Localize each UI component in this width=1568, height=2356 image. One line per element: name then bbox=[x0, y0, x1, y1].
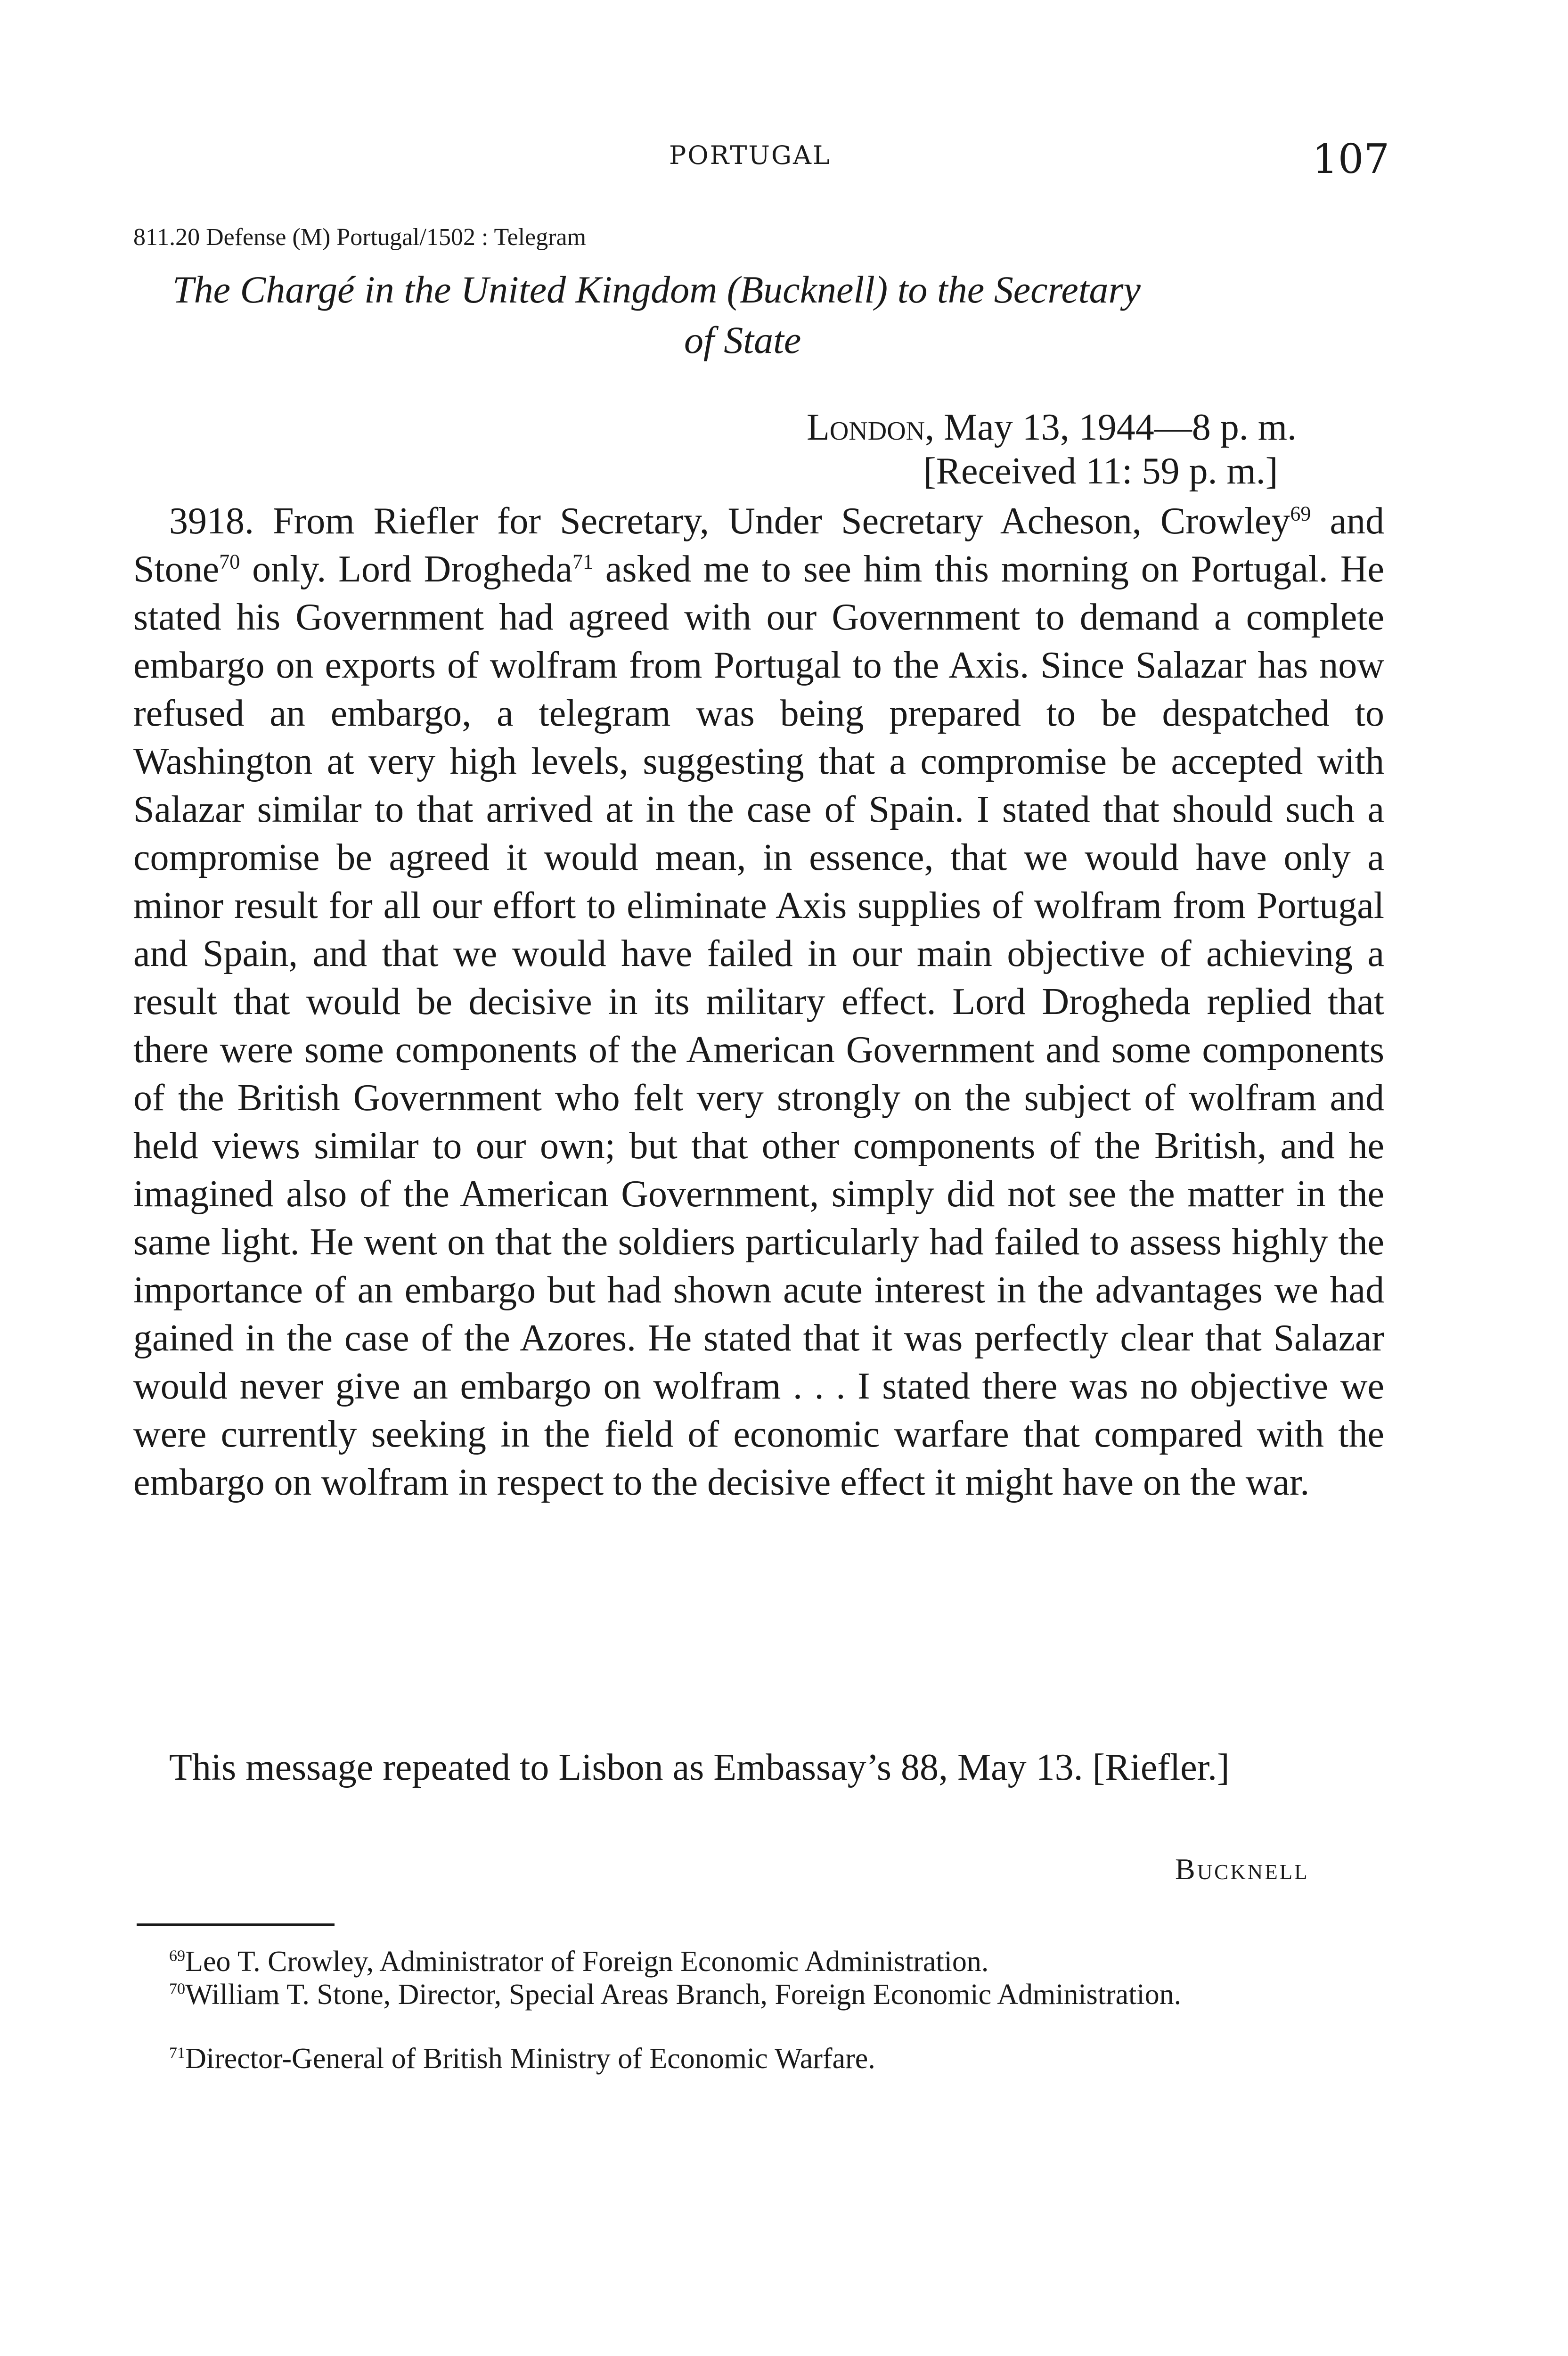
para1-part-c: only. Lord Drogheda bbox=[240, 548, 572, 590]
footnote-69 bbox=[133, 1946, 1384, 1977]
footnote-71 bbox=[133, 2043, 1384, 2074]
signature: Bucknell bbox=[1175, 1852, 1309, 1886]
file-reference: 811.20 Defense (M) Portugal/1502 : Telegram bbox=[133, 224, 587, 251]
para1-part-d: asked me to see him this morning on Portugal. He stated his Government had agreed with our Government to demand a complete embargo on exports of wolfram from Portugal to the Axis. Since Salazar has now refused an embargo, a telegram was being prepared to be despatched to Washington at very high levels, suggesting that a compromise be accepted with Salazar similar to that arrived at in the case of Spain. I stated that should such a compromise be agreed it would mean, in essence, that we would have only a minor result for all our effort to eliminate Axis supplies of wolfram from Portugal and Spain, and that we would have failed in our main objective of achieving a result that would be decisive in its military effect. Lord Drogheda replied that there were some components of the American Government and some components of the British Government who felt very strongly on the subject of wolfram and held views similar to our own; but that other components of the British, and he imagined also of the American Government, simply did not see the matter in the same light. He went on that the soldiers particularly had failed to assess highly the importance of an embargo but had shown acute interest in the advantages we had gained in the case of the Azores. He stated that it was perfectly clear that Salazar would never give an embargo on wolfram . . . I stated there was no objective we were currently seeking in the field of economic warfare that compared with the embargo on wolfram in respect to the decisive effect it might have on the war. bbox=[133, 548, 1385, 1503]
footnote-ref-70: 70 bbox=[219, 550, 240, 573]
document-heading-line-1: The Chargé in the United Kingdom (Bucknell) to the Secretary bbox=[172, 268, 1141, 311]
page-number: 107 bbox=[1312, 136, 1390, 183]
footnote-text: William T. Stone, Director, Special Areas Branch, Foreign Economic Administration. bbox=[185, 1979, 1182, 2011]
footnote-text: Director-General of British Ministry of Economic Warfare. bbox=[185, 2043, 875, 2075]
received-line: [Received 11: 59 p. m.] bbox=[923, 450, 1278, 492]
footnote-divider bbox=[137, 1923, 335, 1926]
running-head: PORTUGAL bbox=[669, 140, 831, 170]
footnote-number: 69 bbox=[169, 1947, 186, 1965]
para1-part-b: and Stone bbox=[133, 500, 1384, 590]
dateline-place: London bbox=[807, 407, 925, 448]
footnote-text: Leo T. Crowley, Administrator of Foreign Economic Administration. bbox=[185, 1946, 989, 1978]
footnote-number: 70 bbox=[169, 1980, 186, 1998]
footnote-70 bbox=[133, 1979, 1384, 2010]
footnote-number: 71 bbox=[169, 2044, 186, 2062]
footnote-ref-69: 69 bbox=[1290, 502, 1311, 525]
footnote-ref-71: 71 bbox=[572, 550, 593, 573]
dateline bbox=[807, 406, 1297, 449]
body-paragraph-1 bbox=[133, 497, 1384, 1506]
para1-part-a: 3918. From Riefler for Secretary, Under Secretary Acheson, Crowley bbox=[169, 500, 1290, 542]
dateline-date: , May 13, 1944—8 p. m. bbox=[925, 407, 1297, 448]
body-paragraph-2: This message repeated to Lisbon as Embassay’s 88, May 13. [Riefler.] bbox=[169, 1747, 1230, 1788]
document-heading-line-2: of State bbox=[684, 319, 801, 361]
